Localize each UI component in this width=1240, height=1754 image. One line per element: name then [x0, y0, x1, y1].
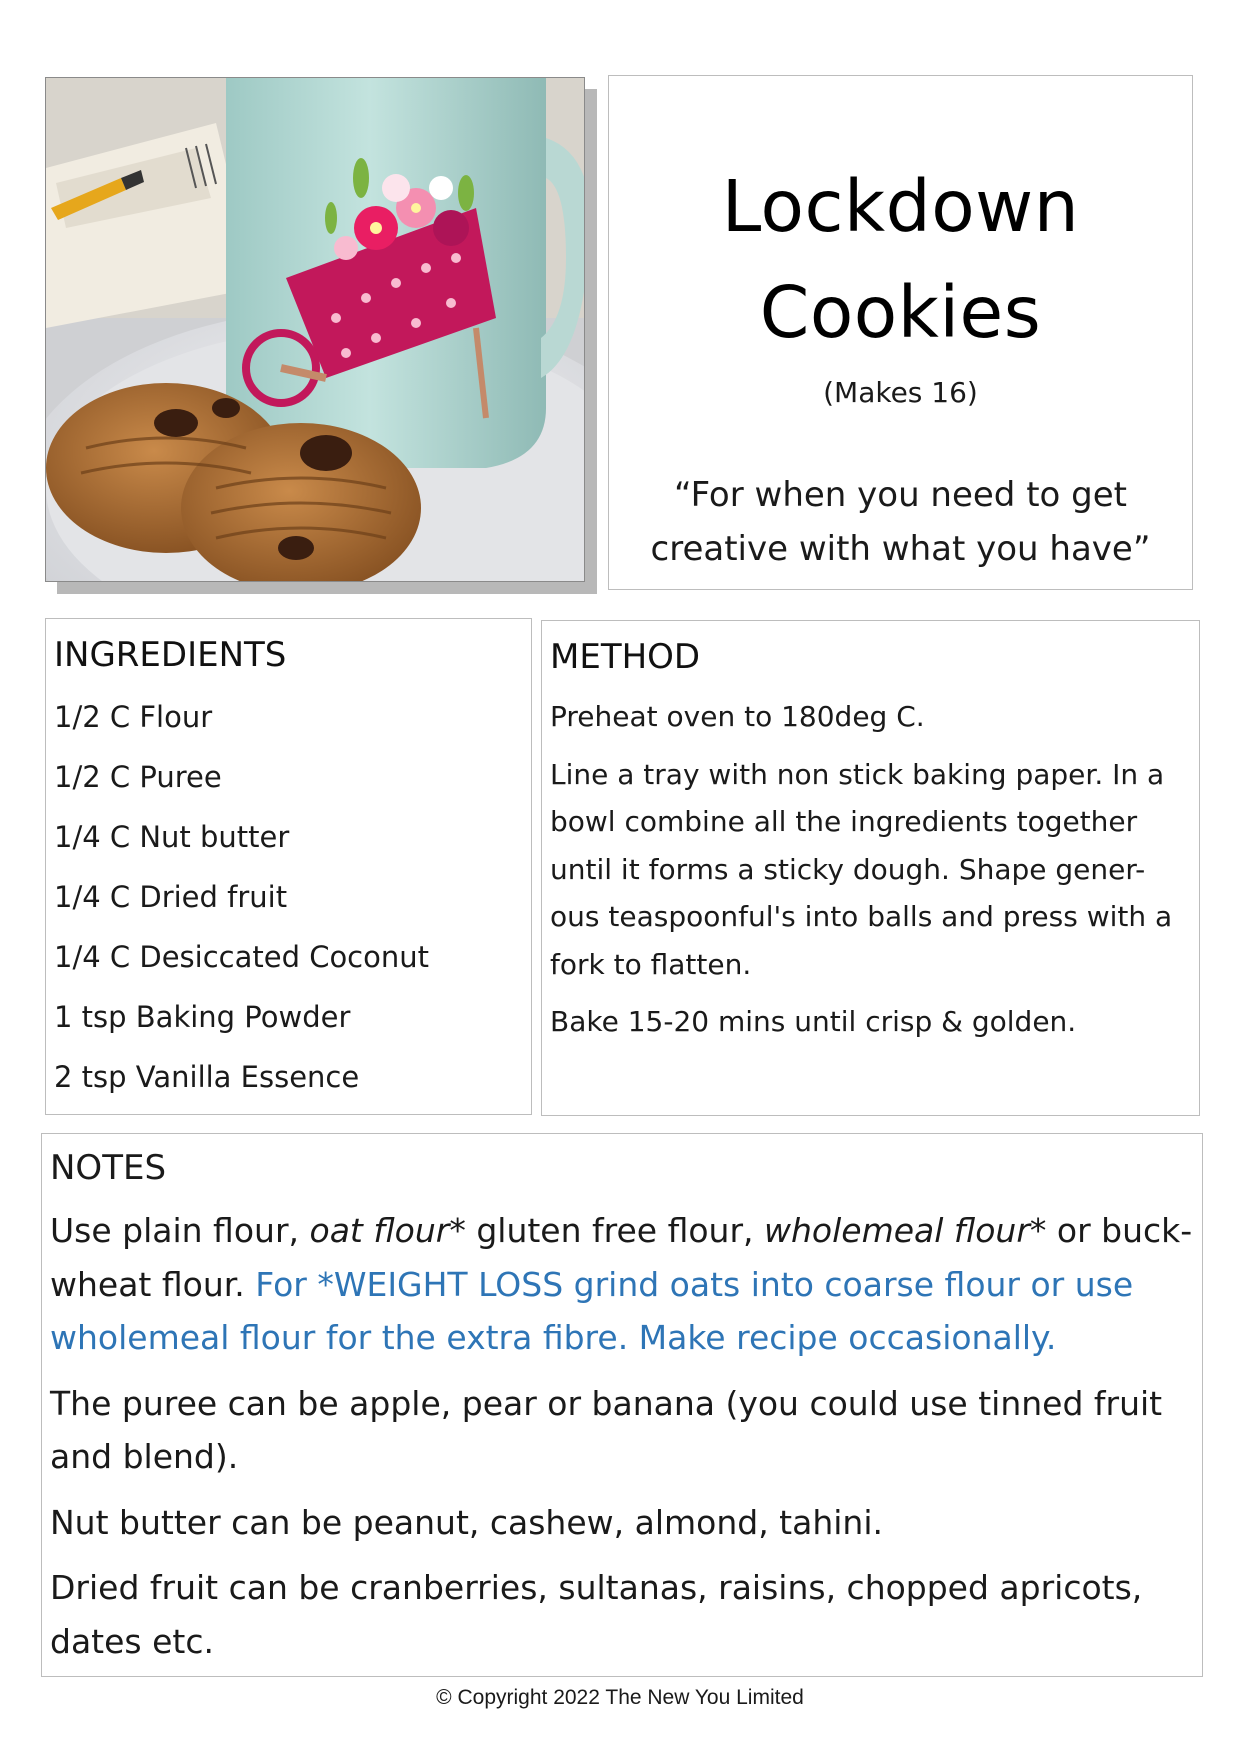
cookies-and-mug-image — [45, 77, 585, 582]
notes-heading: NOTES — [50, 1148, 167, 1188]
ingredient-item: 2 tsp Vanilla Essence — [54, 1060, 360, 1094]
recipe-title-line1: Lockdown — [721, 165, 1080, 248]
method-heading: METHOD — [550, 637, 701, 677]
method-step: Bake 15-20 mins until crisp & golden. — [550, 1005, 1077, 1038]
ingredients-heading: INGREDIENTS — [54, 635, 287, 675]
note-dried-fruit: Dried fruit can be cranberries, sultanas, raisins, chopped apricots, dates etc. — [50, 1568, 1143, 1661]
recipe-tagline: “For when you need to get creative with what you have” — [650, 475, 1151, 569]
note-emphasis: oat flour* — [309, 1211, 466, 1250]
note-flour — [50, 1204, 1194, 1365]
ingredient-item: 1/2 C Flour — [54, 700, 213, 734]
method-step: Line a tray with non stick baking paper. In a bowl combine all the ingredients together until it forms a sticky dough. Shape gener-ous teaspoonful's into balls and press with a fork to flatten. — [550, 757, 1173, 981]
note-text: or buck-wheat flour. — [50, 1211, 1193, 1304]
note-emphasis: wholemeal flour* — [764, 1211, 1047, 1250]
copyright-footer: © Copyright 2022 The New You Limited — [436, 1686, 804, 1709]
ingredient-item: 1/4 C Nut butter — [54, 820, 290, 854]
ingredients-list — [54, 687, 531, 1107]
method-step: Preheat oven to 180deg C. — [550, 700, 925, 733]
ingredient-item: 1/4 C Desiccated Coconut — [54, 940, 430, 974]
note-text: gluten free flour, — [465, 1211, 765, 1250]
note-nut-butter: Nut butter can be peanut, cashew, almond, tahini. — [50, 1502, 883, 1542]
note-puree: The puree can be apple, pear or banana (you could use tinned fruit and blend). — [50, 1383, 1163, 1476]
ingredient-item: 1/4 C Dried fruit — [54, 880, 288, 914]
ingredient-item: 1/2 C Puree — [54, 760, 222, 794]
recipe-photo — [45, 77, 585, 582]
note-text: Use plain flour, — [50, 1211, 310, 1250]
recipe-title-line2: Cookies — [759, 271, 1042, 354]
ingredient-item: 1 tsp Baking Powder — [54, 1000, 351, 1034]
ingredients-section — [45, 618, 532, 1115]
method-section — [541, 620, 1200, 1116]
notes-section — [41, 1133, 1203, 1677]
servings-note: (Makes 16) — [823, 376, 978, 409]
weight-loss-tip: For *WEIGHT LOSS grind oats into coarse flour or use wholemeal flour for the extra fibre. Make recipe occasionally. — [50, 1264, 1134, 1357]
title-card — [608, 75, 1193, 590]
